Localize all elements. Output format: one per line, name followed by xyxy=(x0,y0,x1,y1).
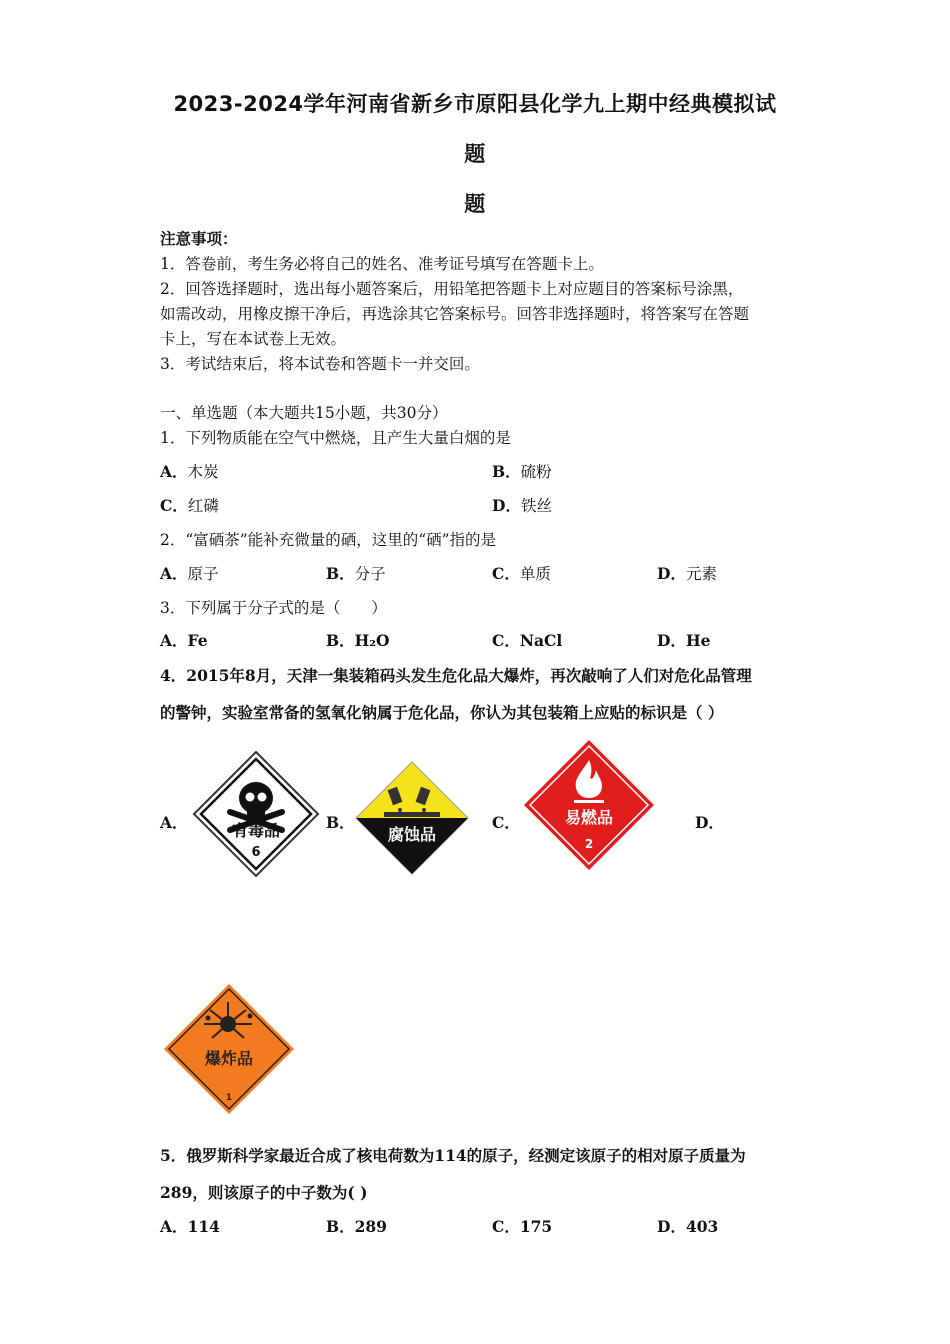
option-letter: C． xyxy=(492,631,520,650)
option-text: H₂O xyxy=(354,631,390,650)
explosive-sign xyxy=(162,982,296,1116)
question-4-option-a[interactable]: A． xyxy=(160,813,188,832)
question-2-option-b[interactable] xyxy=(326,562,386,584)
flammable-sign-number: 2 xyxy=(584,837,594,851)
toxic-sign-label: 有毒品 xyxy=(231,821,281,840)
notice-item: 3．考试结束后，将本试卷和答题卡一并交回。 xyxy=(160,355,480,373)
explosion-icon xyxy=(162,982,296,1116)
option-letter: B． xyxy=(326,1217,355,1236)
exam-title-line2: 题 xyxy=(464,142,486,166)
option-letter: B． xyxy=(492,462,521,481)
question-2-option-d[interactable] xyxy=(657,562,717,584)
question-5-stem-line1: 5．俄罗斯科学家最近合成了核电荷数为114的原子，经测定该原子的相对原子质量为 xyxy=(160,1146,746,1165)
option-letter: C． xyxy=(160,496,188,515)
option-letter: A． xyxy=(160,631,188,650)
option-text: 铁丝 xyxy=(520,497,552,515)
question-2-option-a[interactable] xyxy=(160,562,219,584)
corrosive-sign xyxy=(354,760,470,876)
question-1-stem: 1．下列物质能在空气中燃烧，且产生大量白烟的是 xyxy=(160,429,511,447)
option-letter: C． xyxy=(492,564,520,583)
question-3-option-b[interactable] xyxy=(326,629,390,651)
option-letter: B． xyxy=(326,631,355,650)
question-5-option-d[interactable] xyxy=(657,1215,718,1237)
question-1-option-d[interactable] xyxy=(492,494,552,516)
question-1-option-b[interactable] xyxy=(492,460,552,482)
option-letter: D． xyxy=(492,496,521,515)
question-4-option-d[interactable]: D． xyxy=(695,813,724,832)
notice-item: 卡上，写在本试卷上无效。 xyxy=(160,330,347,348)
option-letter: C． xyxy=(492,1217,520,1236)
question-5-option-a[interactable] xyxy=(160,1215,220,1237)
option-letter: B． xyxy=(326,564,355,583)
question-3-stem: 3．下列属于分子式的是（ ） xyxy=(160,599,387,617)
option-letter: A． xyxy=(160,1217,188,1236)
skull-crossbones-icon xyxy=(192,750,320,878)
option-text: 175 xyxy=(519,1217,553,1236)
option-text: He xyxy=(685,631,711,650)
question-2-stem: 2．“富硒茶”能补充微量的硒，这里的“硒”指的是 xyxy=(160,531,497,549)
explosive-sign-number: 1 xyxy=(225,1093,233,1103)
option-text: 单质 xyxy=(519,565,551,583)
question-3-option-c[interactable] xyxy=(492,629,562,651)
question-2-option-c[interactable] xyxy=(492,562,551,584)
flammable-sign-label: 易燃品 xyxy=(564,808,614,827)
question-5-stem-line2: 289，则该原子的中子数为( ) xyxy=(160,1183,368,1202)
option-text: Fe xyxy=(187,631,208,650)
option-letter: D． xyxy=(657,631,686,650)
question-3-option-d[interactable] xyxy=(657,629,710,651)
option-letter: A． xyxy=(160,564,188,583)
option-text: 114 xyxy=(187,1217,220,1236)
exam-title-line3: 题 xyxy=(464,192,486,216)
question-4-option-b[interactable]: B． xyxy=(326,813,355,832)
option-letter: A． xyxy=(160,462,188,481)
question-4-stem-line2: 的警钟，实验室常备的氢氧化钠属于危化品，你认为其包装箱上应贴的标识是（ ） xyxy=(160,703,724,722)
question-3-option-a[interactable] xyxy=(160,629,208,651)
toxic-sign-number: 6 xyxy=(251,845,261,860)
corrosive-icon xyxy=(354,760,470,876)
option-text: NaCl xyxy=(519,631,563,650)
notice-item: 1．答卷前，考生务必将自己的姓名、准考证号填写在答题卡上。 xyxy=(160,255,604,273)
option-text: 元素 xyxy=(685,565,717,583)
option-text: 原子 xyxy=(187,565,219,583)
question-4-stem-line1: 4．2015年8月，天津一集装箱码头发生危化品大爆炸，再次敲响了人们对危化品管理 xyxy=(160,666,752,685)
question-4-option-c[interactable]: C． xyxy=(492,813,520,832)
explosive-sign-label: 爆炸品 xyxy=(204,1049,254,1068)
option-text: 289 xyxy=(354,1217,387,1236)
corrosive-sign-label: 腐蚀品 xyxy=(387,825,437,844)
notice-item: 如需改动，用橡皮擦干净后，再选涂其它答案标号。回答非选择题时，将答案写在答题 xyxy=(160,305,750,323)
option-letter: D． xyxy=(657,1217,686,1236)
question-5-option-c[interactable] xyxy=(492,1215,552,1237)
option-text: 分子 xyxy=(354,565,386,583)
option-text: 403 xyxy=(685,1217,719,1236)
option-text: 红磷 xyxy=(187,497,219,515)
option-letter: D． xyxy=(657,564,686,583)
toxic-sign xyxy=(192,750,320,878)
exam-title-line1: 2023-2024学年河南省新乡市原阳县化学九上期中经典模拟试 xyxy=(173,92,777,116)
section-heading: 一、单选题（本大题共15小题，共30分） xyxy=(160,404,448,422)
question-1-option-c[interactable] xyxy=(160,494,219,516)
notice-item: 2．回答选择题时，选出每小题答案后，用铅笔把答题卡上对应题目的答案标号涂黑， xyxy=(160,280,744,298)
option-text: 木炭 xyxy=(187,463,219,481)
flammable-sign xyxy=(522,738,656,872)
flame-icon xyxy=(522,738,656,872)
question-1-option-a[interactable] xyxy=(160,460,219,482)
notice-heading: 注意事项： xyxy=(160,229,238,248)
question-5-option-b[interactable] xyxy=(326,1215,387,1237)
option-text: 硫粉 xyxy=(520,463,552,481)
